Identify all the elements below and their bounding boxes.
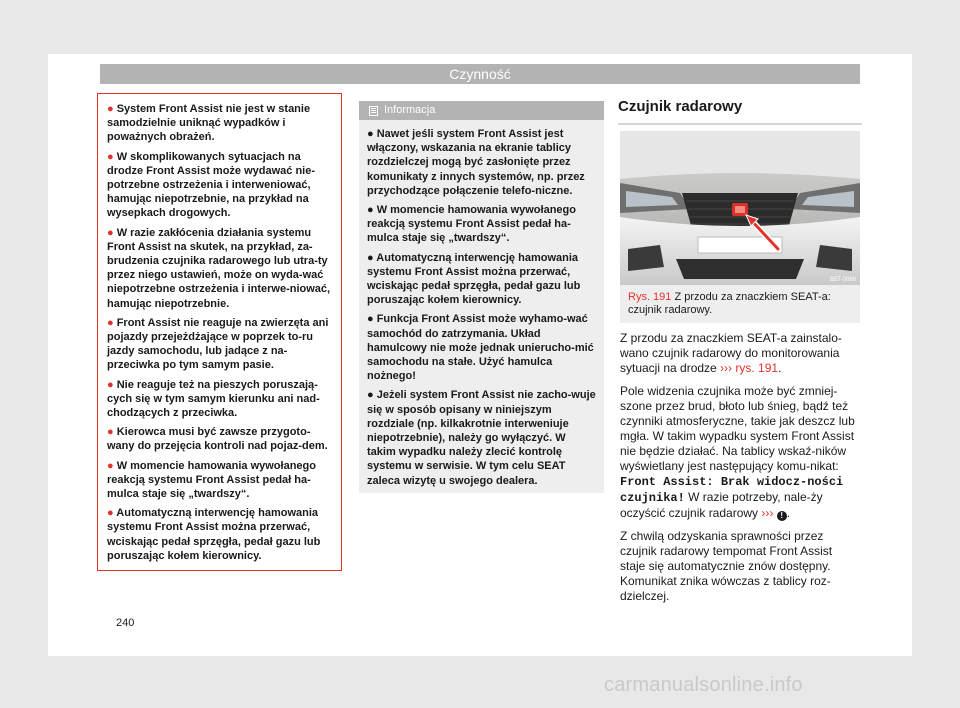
warning-item: ● System Front Assist nie jest w stanie samodzielnie uniknąć wypadków i poważnych obrażeń.	[107, 103, 311, 144]
warning-item: ● Automatyczną interwencję hamowania systemu Front Assist można przerwać, wciskając pedał sprzęgła, pedał gazu lub poruszając kołem kierownicy.	[107, 507, 321, 562]
bullet-icon: ●	[367, 204, 377, 217]
bullet-icon: ●	[107, 103, 117, 115]
section-title: Czujnik radarowy	[618, 96, 862, 125]
bullet-icon: ●	[107, 150, 117, 163]
bullet-icon: ●	[107, 378, 117, 391]
paragraph: Pole widzenia czujnika może być zmniej-szone przez brud, błoto lub śnieg, bądź też czynniki atmosferyczne, takie jak deszcz lub mgła. W takim wypadku system Front Assist nie będzie działać. Na tablicy wskaź-ników wyświetlany jest następujący komu-nikat: Front Assist: Brak widocz-ności czujnika! W razie potrzeby, nale-ży oczyścić czujnik radarowy ››› ! .	[620, 384, 855, 520]
bullet-icon: ●	[367, 389, 377, 402]
bullet-icon: ●	[107, 426, 117, 439]
warning-item: ● Nie reaguje też na pieszych poruszają-cych się w tym samym kierunku ani nad-chodzących z przeciwka.	[107, 378, 320, 420]
warning-item: ● Front Assist nie reaguje na zwierzęta ani pojazdy przejeżdżające w poprzek to-ru jazdy samochodu, lub jadące z na-przeciwka po tym samym pasie.	[107, 316, 329, 372]
message-text: Front Assist: Brak widocz-ności czujnika!	[620, 475, 844, 505]
warning-item: ● Kierowca musi być zawsze przygoto-wany do przejęcia kontroli nad pojaz-dem.	[107, 426, 328, 453]
paragraph: Z przodu za znaczkiem SEAT-a zainstalo-wano czujnik radarowy do monitorowania sytuacji na drodze ››› rys. 191.	[620, 331, 842, 375]
figure-code: B5T-0066	[829, 277, 856, 283]
info-box	[359, 101, 604, 493]
caption-text: Z przodu za znaczkiem SEAT-a: czujnik radarowy.	[628, 291, 831, 316]
paragraph: Z chwilą odzyskania sprawności przez czujnik radarowy tempomat Front Assist staje się automatycznie znów dostępny. Komunikat znika wówczas z tablicy roz-dzielczej.	[620, 529, 833, 603]
warning-item: ● W skomplikowanych sytuacjach na drodze Front Assist może wydawać nie-potrzebne ostrzeżenia i interweniować, hamując niepotrzebnie, na przykład na wysepkach drogowych.	[107, 150, 316, 220]
bullet-icon: ●	[107, 226, 117, 239]
bullet-icon: ●	[107, 507, 117, 520]
bullet-icon: ●	[367, 128, 377, 140]
page-header: Czynność	[100, 64, 860, 84]
info-item: ● Funkcja Front Assist może wyhamo-wać samochód do zatrzymania. Układ hamulcowy nie może jednak unierucho-mić samochodu na stałe. Użyć hamulca nożnego!	[367, 313, 594, 383]
info-body	[359, 120, 604, 488]
section-column	[620, 96, 862, 125]
bullet-icon: ●	[367, 313, 377, 326]
info-title: Informacja	[384, 104, 436, 116]
page-number: 240	[116, 617, 135, 629]
caption-label: Rys. 191	[628, 291, 672, 303]
info-header	[359, 101, 604, 120]
warning-box	[97, 93, 342, 571]
car-front-figure	[620, 131, 860, 285]
note-icon	[369, 106, 378, 116]
bullet-icon: ●	[107, 316, 117, 329]
figure-reference-link[interactable]: ››› rys. 191	[720, 361, 779, 375]
bullet-icon: ●	[367, 251, 377, 264]
info-item: ● Automatyczną interwencję hamowania systemu Front Assist można przerwać, wciskając pedał sprzęgła, pedał gazu lub poruszając kołem kierownicy.	[367, 251, 581, 307]
info-item: ● Jeżeli system Front Assist nie zacho-wuje się w sposób opisany w niniejszym rozdziale (np. kilkakrotnie interweniuje niepotrzebnie), należy go wyłączyć. W takim wypadku należy zlecić kontrolę systemu w serwisie. W tym celu SEAT zaleca wizytę u swojego dealera.	[367, 389, 596, 487]
info-item: ● Nawet jeśli system Front Assist jest włączony, wskazania na ekranie tablicy rozdzielczej mogą być zasłonięte przez komunikaty z innych systemów, np. przez przychodzące połączenie telefo-niczne.	[367, 128, 585, 197]
car-front-illustration	[620, 131, 860, 285]
figure-caption	[620, 285, 860, 323]
warning-item: ● W momencie hamowania wywołanego reakcją systemu Front Assist pedał ha-mulca staje się „twardszy“.	[107, 459, 316, 501]
warning-reference-link[interactable]: ›››	[761, 506, 774, 520]
bullet-icon: ●	[107, 459, 117, 472]
warning-item: ● W razie zakłócenia działania systemu Front Assist na skutek, na przykład, za-brudzenia czujnika radarowego lub utra-ty przez niego ustawień, może on wyda-wać niepotrzebne ostrzeżenia i interwe-niować, hamując niepotrzebnie.	[107, 226, 331, 310]
info-item: ● W momencie hamowania wywołanego reakcją systemu Front Assist pedał ha-mulca staje się „twardszy“.	[367, 204, 576, 245]
watermark: carmanualsonline.info	[604, 674, 803, 696]
warning-circle-icon: !	[777, 511, 787, 521]
section-body	[620, 331, 860, 612]
